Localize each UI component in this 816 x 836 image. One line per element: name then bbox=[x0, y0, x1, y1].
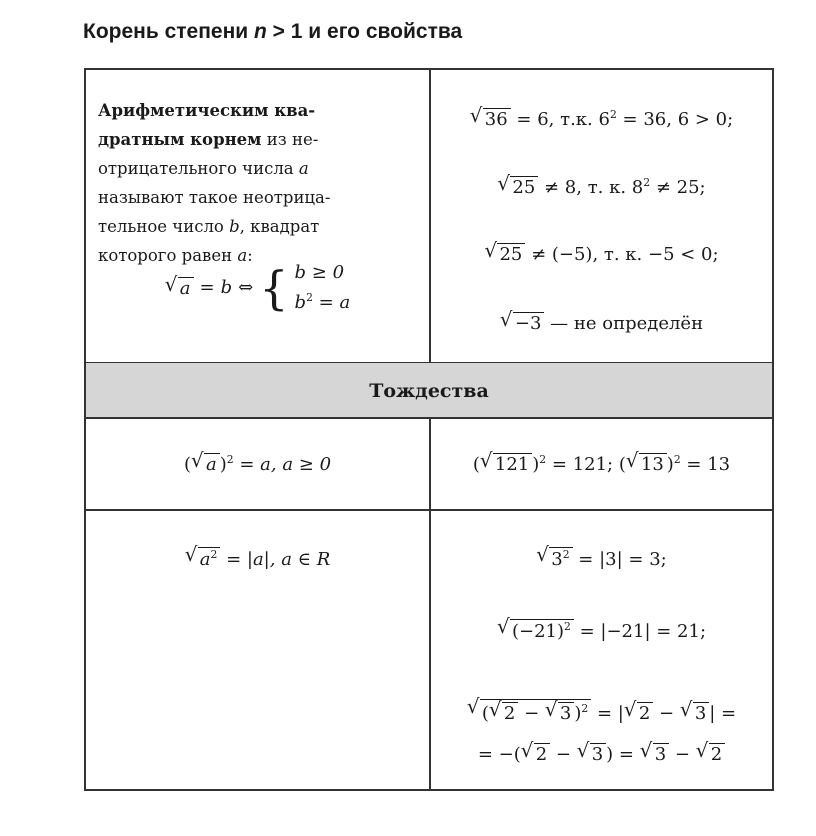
definition-text: Арифметическим ква- дратным корнем из не- отрицательного числа a называют такое неотрица- тельное число b, квадрат которого равен a: bbox=[98, 101, 331, 265]
identity-2: √ $a^2 = |a|$, a ∈ R bbox=[86, 547, 429, 570]
example-4: √ −3 — не определён bbox=[431, 312, 772, 334]
identity-1-cell bbox=[86, 419, 429, 509]
section-header: Тождества bbox=[86, 363, 772, 418]
page-title: Корень степени n > 1 и его свойства bbox=[83, 20, 463, 43]
identity-1-examples-cell bbox=[431, 419, 772, 509]
identity-2-example-4: = −(√ 2 − √ 3 ) = √ 3 − √ 2 bbox=[431, 743, 772, 765]
examples-top-cell bbox=[431, 70, 772, 363]
brace-icon: { bbox=[259, 260, 289, 315]
identity-2-cell bbox=[86, 511, 429, 789]
identity-2-example-1: √ $3^2 = |3| = 3$; bbox=[431, 547, 772, 570]
identity-2-example-2: √ $(-21)^2 = |-21| = 21$; bbox=[431, 619, 772, 642]
example-1: √ 36 = 6, т.к. $6^2 = 36$, 6 > 0; bbox=[431, 108, 772, 130]
identity-2-examples-cell bbox=[431, 511, 772, 789]
definition-formula-cell bbox=[86, 70, 429, 363]
properties-table bbox=[84, 68, 774, 791]
identity-2-example-3: √ (√ 2 − √ 3 )$^2$ = |√ 2 − √ 3 | = bbox=[431, 699, 772, 724]
identity-1: (√ a )$^2$ = a, a ≥ 0 bbox=[86, 453, 429, 475]
example-3: √ 25 ≠ (−5), т. к. −5 < 0; bbox=[431, 243, 772, 265]
definition-formula: √ a = b ⇔ { b ≥ 0 $b^2 = a$ bbox=[86, 262, 429, 313]
identity-1-examples: (√ 121 )$^2$ = 121; (√ 13 )$^2$ = 13 bbox=[431, 453, 772, 475]
example-2: √ 25 ≠ 8, т. к. $8^2 \ne 25$; bbox=[431, 176, 772, 198]
